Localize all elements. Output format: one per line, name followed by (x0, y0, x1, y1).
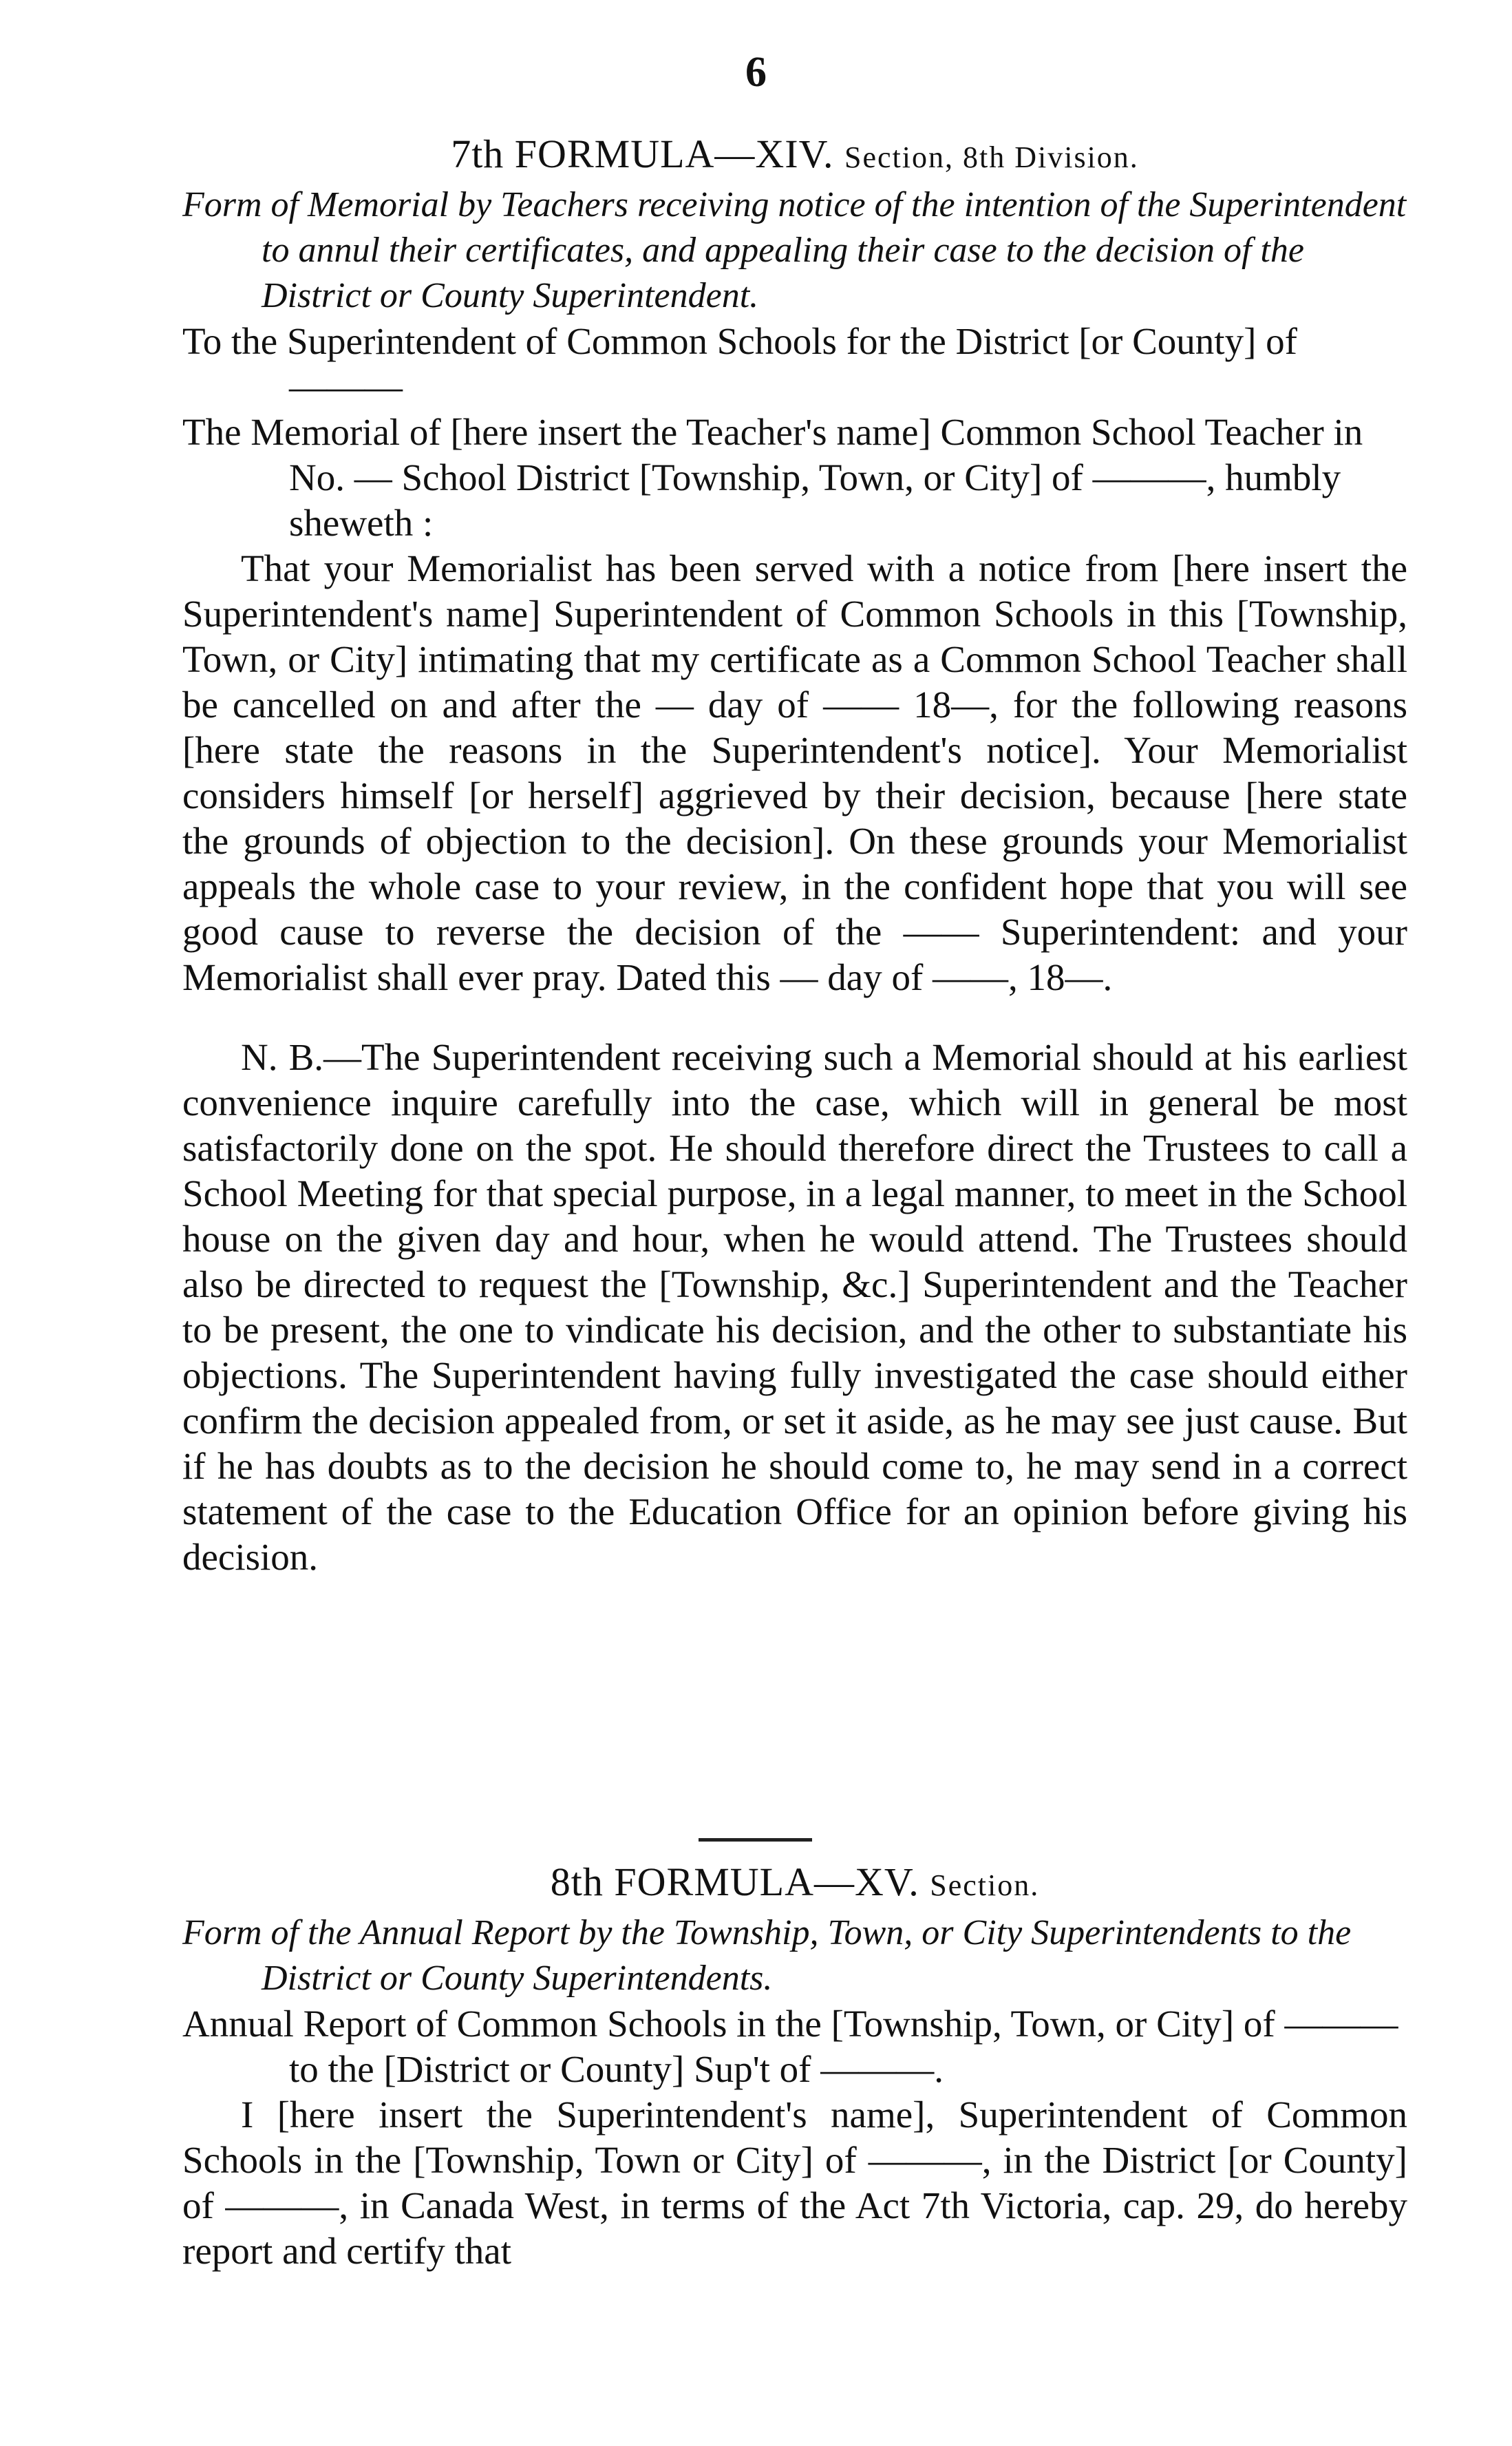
formula-8-body: I [here insert the Superintendent's name], Superintendent of Common Schools in the [Township, Town or City] of ———, in the District [or County] of ———, in Canada West, in terms of the Act 7th Victoria, cap. 29, do hereby report and certify that (182, 2094, 1407, 2272)
formula-7-memorial: The Memorial of [here insert the Teacher's name] Common School Teacher in No. — School District [Township, Town, or City] of ———, humbly sheweth : (182, 411, 1363, 544)
formula-8-address: Annual Report of Common Schools in the [Township, Town, or City] of ——— to the [District or County] Sup't of ———. (182, 2003, 1398, 2090)
formula-7-note: N. B.—The Superintendent receiving such a Memorial should at his earliest convenience inquire carefully into the case, which will in general be most satisfactorily done on the spot. He should therefore direct the Trustees to call a School Meeting for that special purpose, in a legal manner, to meet in the School house on the given day and hour, when he would attend. The Trustees should also be directed to request the [Township, &c.] Superintendent and the Teacher to be present, the one to vindicate his decision, and the other to substantiate his objections. The Superintendent having fully investigated the case should either confirm the decision appealed from, or set it aside, as he may see just cause. But if he has doubts as to the decision he should come to, he may send in a correct statement of the case to the Education Office for an opinion before giving his decision. (182, 1036, 1407, 1578)
formula-8-section (182, 1859, 1407, 2274)
formula-7-heading (182, 131, 1407, 181)
formula-8-heading (182, 1859, 1407, 1909)
formula-8-form-title: Form of the Annual Report by the Township, Town, or City Superintendents to the District or County Superintendents. (182, 1913, 1352, 1998)
formula-7-section (182, 131, 1407, 1580)
formula-8-heading-prefix: 8th FORMULA—XV. (550, 1859, 919, 1904)
formula-7-address: To the Superintendent of Common Schools for the District [or County] of ——— (182, 320, 1297, 408)
section-divider (699, 1838, 812, 1842)
formula-7-form-title: Form of Memorial by Teachers receiving notice of the intention of the Superintendent to annul their certificates, and appealing their case to the decision of the District or County Superintendent. (182, 185, 1407, 315)
formula-7-heading-suffix: Section, 8th Division. (844, 140, 1139, 174)
formula-8-heading-suffix: Section. (930, 1868, 1040, 1902)
page-number: 6 (745, 49, 767, 96)
formula-7-body: That your Memorialist has been served with a notice from [here insert the Superintendent's name] Superintendent of Common Schools in this [Township, Town, or City] intimating that my certificate as a Common School Teacher shall be cancelled on and after the — day of —— 18—, for the following reasons [here state the reasons in the Superintendent's notice]. Your Memorialist considers himself [or herself] aggrieved by their decision, because [here state the grounds of objection to the decision]. On these grounds your Memorialist appeals the whole case to your review, in the confident hope that you will see good cause to reverse the decision of the —— Superintendent: and your Memorialist shall ever pray. Dated this — day of ——, 18—. (182, 547, 1407, 998)
formula-7-heading-prefix: 7th FORMULA—XIV. (451, 131, 834, 176)
